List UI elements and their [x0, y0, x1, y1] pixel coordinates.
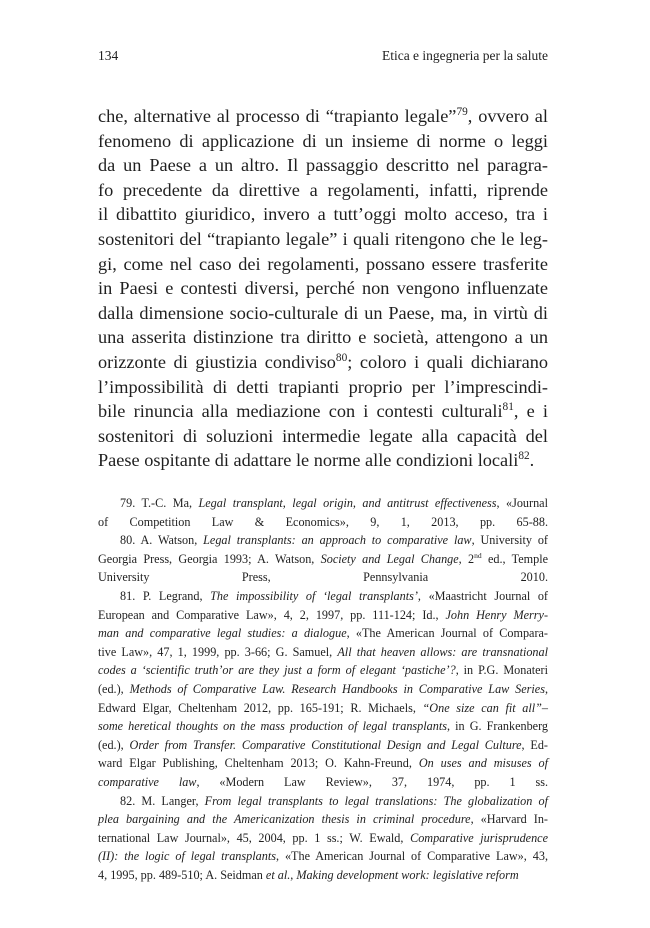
text-run: una asserita distinzione tra diritto e società, attengono a un — [98, 327, 548, 348]
text-run: orizzonte di giustizia condiviso — [98, 351, 336, 372]
italic-title: codes a ‘scientific truth’or are they just a form of elegant ‘pastiche’? — [98, 663, 456, 678]
text-run: , ovvero al — [467, 106, 549, 126]
running-header — [98, 48, 548, 72]
body-line — [98, 252, 548, 277]
text-run: (ed.), — [98, 737, 130, 752]
text-run: , «Maastricht Journal of — [417, 588, 548, 603]
text-run: , «Journal — [496, 496, 548, 510]
text-run: ; coloro i quali dichiarano — [347, 351, 548, 372]
text-run: 82. M. Langer, — [120, 793, 205, 808]
body-text — [98, 104, 548, 473]
body-line — [98, 202, 548, 227]
footnote-line — [98, 792, 548, 811]
italic-title: John Henry Merry- — [445, 607, 548, 622]
footnote-line — [98, 624, 548, 643]
italic-title: Society and Legal Change — [320, 551, 459, 566]
italic-title: comparative law — [98, 774, 197, 789]
text-run: tive Law», 47, 1, 1999, pp. 3-66; G. Samuel, — [98, 644, 338, 659]
footnote-line — [98, 513, 548, 532]
body-line — [98, 399, 548, 424]
body-line — [98, 424, 548, 449]
italic-title: The impossibility of ‘legal transplants’ — [210, 588, 418, 603]
text-run: 79. T.-C. Ma, — [120, 496, 199, 510]
footnote-line — [98, 531, 548, 550]
text-run: bile rinuncia alla mediazione con i contesti culturali — [98, 401, 503, 422]
text-run: , 2 — [458, 551, 475, 566]
italic-title: man and comparative legal studies: a dialogue — [98, 626, 347, 641]
text-run: sostenitori del “trapianto legale” i quali ritengono che le leg- — [98, 228, 548, 249]
text-run: da un Paese a un altro. Il passaggio descritto nel paragra- — [98, 155, 548, 176]
italic-title: Comparative jurisprudence — [410, 830, 548, 845]
body-line — [98, 301, 548, 326]
footnote-line — [98, 568, 548, 587]
running-title: Etica e ingegneria per la salute — [381, 48, 548, 63]
text-run: , «Modern Law Review», 37, 1974, pp. 1 ss. — [196, 774, 548, 789]
text-run: Edward Elgar, Cheltenham 2012, pp. 165-191; R. Michaels, — [98, 700, 423, 715]
italic-title: Legal transplant, legal origin, and antitrust effectiveness — [198, 496, 497, 510]
text-run: il dibattito giuridico, invero a tutt’oggi molto acceso, tra i — [98, 204, 548, 225]
text-run: European and Comparative Law», 4, 2, 1997, pp. 111-124; Id., — [98, 607, 446, 622]
body-line — [98, 276, 548, 301]
footnote-line — [98, 550, 548, 569]
text-run: 4, 1995, pp. 489-510; A. Seidman — [98, 867, 266, 882]
text-run: sostenitori di soluzioni intermedie legate alla capacità del — [98, 425, 548, 446]
italic-title: some heretical thoughts on the mass production of legal transplants — [98, 719, 447, 734]
body-line — [98, 448, 548, 473]
text-run: in Paesi e contesti diversi, perché non vengono influenzate — [98, 278, 548, 299]
text-run: ed., Temple — [481, 551, 548, 566]
italic-title: Making development work: legislative reform — [296, 867, 519, 882]
body-line — [98, 104, 548, 129]
text-run: , «The American Journal of Comparative Law», 43, — [275, 849, 548, 864]
footnote-line — [98, 587, 548, 606]
footnote-line — [98, 661, 548, 680]
italic-title: All that heaven allows: are transnational — [337, 644, 549, 659]
italic-title: (II): the logic of legal transplants — [98, 849, 276, 864]
footnote-line — [98, 810, 548, 829]
body-line — [98, 350, 548, 375]
italic-title: On uses and misuses of — [418, 756, 548, 771]
text-run: ternational Law Journal», 45, 2004, pp. 1 ss.; W. Ewald, — [98, 830, 411, 845]
text-run: , University of — [471, 533, 548, 548]
text-run: , in P.G. Monateri — [455, 663, 548, 678]
footnote-line — [98, 717, 548, 736]
footnote-line — [98, 773, 548, 792]
italic-title: Legal transplants: an approach to comparative law — [203, 533, 472, 548]
text-run: gi, come nel caso dei regolamenti, possano essere trasferite — [98, 253, 548, 274]
text-run: Georgia Press, Georgia 1993; A. Watson, — [98, 551, 321, 566]
text-run: dalla dimensione socio-culturale di un Paese, ma, in virtù di — [98, 302, 548, 323]
text-run: , — [544, 681, 548, 696]
italic-title: “One size can fit all”– — [422, 700, 548, 715]
text-run: 81. P. Legrand, — [120, 588, 211, 603]
page-number: 134 — [98, 48, 119, 63]
text-run: , «Harvard In- — [470, 812, 548, 827]
note-reference: 79 — [456, 105, 468, 118]
note-reference: 82 — [518, 450, 530, 463]
italic-title: plea bargaining and the Americanization thesis in criminal procedure — [98, 812, 471, 827]
text-run: che, alternative al processo di “trapianto legale” — [98, 106, 457, 126]
text-run: , Ed- — [521, 737, 548, 752]
footnote-line — [98, 829, 548, 848]
text-run: , in G. Frankenberg — [446, 719, 549, 734]
text-run: , «The American Journal of Compara- — [346, 626, 548, 641]
footnote-line — [98, 643, 548, 662]
body-line — [98, 227, 548, 252]
body-line — [98, 153, 548, 178]
footnote-line — [98, 754, 548, 773]
footnote-line — [98, 606, 548, 625]
note-reference: nd — [474, 550, 482, 560]
text-run: fo precedente da direttive a regolamenti, infatti, riprende — [98, 179, 548, 200]
body-line — [98, 325, 548, 350]
body-line — [98, 375, 548, 400]
italic-title: From legal transplants to legal translations: The globalization of — [204, 793, 548, 808]
note-reference: 81 — [502, 401, 514, 414]
text-run: fenomeno di applicazione di un insieme di norme o leggi — [98, 130, 548, 151]
text-run: . — [529, 450, 535, 471]
text-run: (ed.), — [98, 681, 130, 696]
text-run: l’impossibilità di detti trapianti proprio per l’imprescindi- — [98, 376, 548, 397]
footnote-line — [98, 494, 548, 513]
footnote-line — [98, 699, 548, 718]
text-run: 80. A. Watson, — [120, 533, 204, 548]
text-run: University Press, Pennsylvania 2010. — [98, 570, 548, 585]
body-line — [98, 129, 548, 154]
footnote-line — [98, 866, 548, 885]
text-run: ward Elgar Publishing, Cheltenham 2013; O. Kahn-Freund, — [98, 756, 419, 771]
footnote-line — [98, 736, 548, 755]
text-run: of Competition Law & Economics», 9, 1, 2013, pp. 65-88. — [98, 514, 548, 529]
footnote-line — [98, 847, 548, 866]
text-run: , e i — [513, 401, 548, 422]
body-line — [98, 178, 548, 203]
footnotes — [98, 494, 548, 884]
italic-title: Order from Transfer. Comparative Constitutional Design and Legal Culture — [129, 737, 522, 752]
note-reference: 80 — [335, 351, 348, 364]
text-run: Paese ospitante di adattare le norme alle condizioni locali — [98, 450, 519, 471]
footnote-line — [98, 680, 548, 699]
text-run: , — [290, 867, 297, 882]
italic-title: et al. — [265, 867, 291, 882]
italic-title: Methods of Comparative Law. Research Handbooks in Comparative Law Series — [129, 681, 545, 696]
